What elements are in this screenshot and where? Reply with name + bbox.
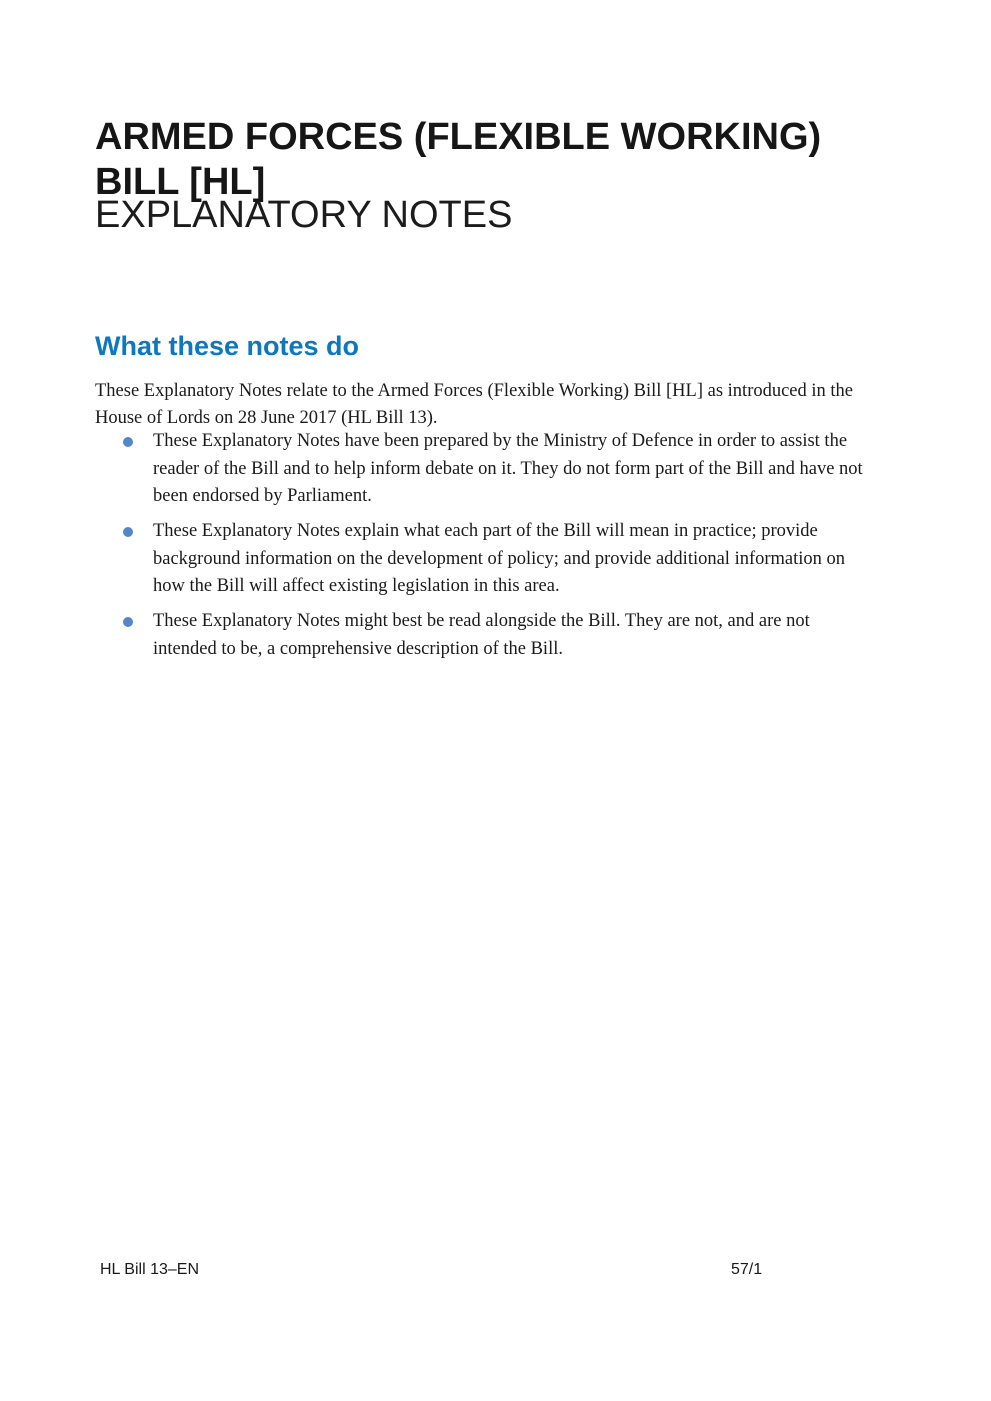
section-heading: What these notes do	[95, 331, 360, 362]
bullet-item	[123, 428, 875, 511]
bullet-text: These Explanatory Notes might best be read alongside the Bill. They are not, and are not intended to be, a comprehensive description of the Bill.	[153, 611, 810, 659]
bullet-icon	[123, 437, 133, 447]
bullet-item	[123, 608, 875, 663]
bullet-icon	[123, 527, 133, 537]
intro-paragraph: These Explanatory Notes relate to the Armed Forces (Flexible Working) Bill [HL] as introduced in the House of Lords on 28 June 2017 (HL Bill 13).	[95, 380, 854, 428]
bullet-item	[123, 518, 875, 601]
bullet-text: These Explanatory Notes have been prepared by the Ministry of Defence in order to assist the reader of the Bill and to help inform debate on it. They do not form part of the Bill and have not been endorsed by Parliament.	[153, 431, 863, 506]
bullet-icon	[123, 617, 133, 627]
explanatory-notes-subtitle: EXPLANATORY NOTES	[95, 194, 513, 236]
bullet-text: These Explanatory Notes explain what each part of the Bill will mean in practice; provide background information on the development of policy; and provide additional information on how the Bill will affect existing legislation in this area.	[153, 521, 846, 596]
bill-title: ARMED FORCES (FLEXIBLE WORKING) BILL [HL]	[95, 116, 822, 204]
footer-page-number: 57/1	[731, 1261, 763, 1278]
footer-bill-reference: HL Bill 13–EN	[100, 1261, 200, 1278]
